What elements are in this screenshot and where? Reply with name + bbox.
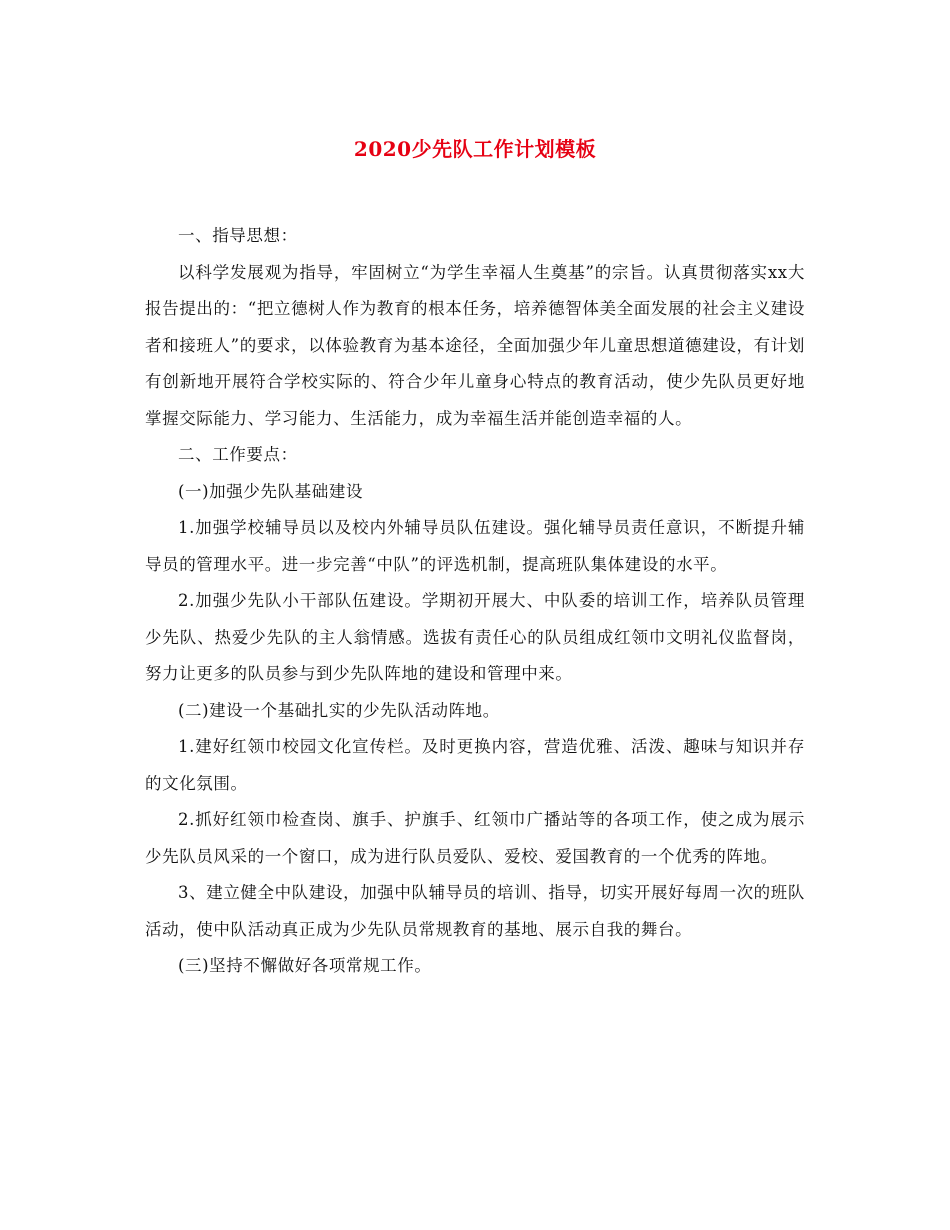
- subsection-heading-1: (一)加强少先队基础建设: [178, 481, 364, 501]
- paragraph-item-2-3: 3、建立健全中队建设，加强中队辅导员的培训、指导，切实开展好每周一次的班队活动，使中队活动真正成为少先队员常规教育的基地、展示自我的舞台。: [145, 883, 805, 939]
- document-body: [145, 218, 805, 985]
- paragraph-item-1-2: 2.加强少先队小干部队伍建设。学期初开展大、中队委的培训工作，培养队员管理少先队、热爱少先队的主人翁情感。选拔有责任心的队员组成红领巾文明礼仪监督岗，努力让更多的队员参与到少先队阵地的建设和管理中来。: [145, 591, 805, 683]
- section-heading-guiding-ideology: 一、指导思想：: [178, 226, 298, 245]
- paragraph-item-2-2: 2.抓好红领巾检查岗、旗手、护旗手、红领巾广播站等的各项工作，使之成为展示少先队员风采的一个窗口，成为进行队员爱队、爱校、爱国教育的一个优秀的阵地。: [145, 810, 805, 866]
- paragraph-item-2-1: 1.建好红领巾校园文化宣传栏。及时更换内容，营造优雅、活泼、趣味与知识并存的文化氛围。: [145, 737, 805, 793]
- subsection-heading-3: (三)坚持不懈做好各项常规工作。: [178, 956, 432, 975]
- paragraph-guiding-ideology: 以科学发展观为指导，牢固树立“为学生幸福人生奠基”的宗旨。认真贯彻落实xx大报告提出的：“把立德树人作为教育的根本任务，培养德智体美全面发展的社会主义建设者和接班人”的要求，以体验教育为基本途径，全面加强少年儿童思想道德建设，有计划有创新地开展符合学校实际的、符合少年儿童身心特点的教育活动，使少先队员更好地掌握交际能力、学习能力、生活能力，成为幸福生活并能创造幸福的人。: [145, 262, 805, 428]
- subsection-heading-2: (二)建设一个基础扎实的少先队活动阵地。: [178, 700, 500, 720]
- page-title: 2020少先队工作计划模板: [353, 137, 597, 161]
- section-heading-work-points: 二、工作要点：: [178, 445, 298, 464]
- paragraph-item-1-1: 1.加强学校辅导员以及校内外辅导员队伍建设。强化辅导员责任意识，不断提升辅导员的管理水平。进一步完善“中队”的评选机制，提高班队集体建设的水平。: [145, 518, 805, 574]
